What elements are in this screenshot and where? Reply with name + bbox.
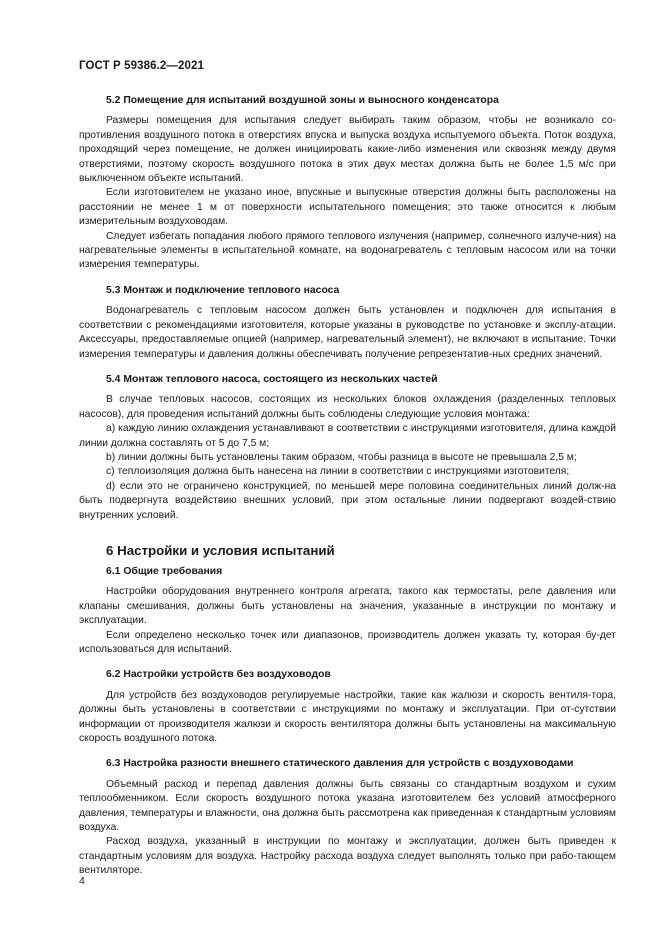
- document-header: ГОСТ Р 59386.2—2021: [79, 60, 204, 72]
- list-item-a: а) каждую линию охлаждения устанавливают в соответствии с инструкциями изготовителя, длина каждой линии должна составлять от 5 до 7,5 м;: [79, 423, 616, 449]
- section-6-title: 6 Настройки и условия испытаний: [106, 542, 335, 558]
- section-5-3-paragraph: Водонагреватель с тепловым насосом должен быть установлен и подключен для испытания в соответствии с рекомендациями изготовителя, которые указаны в руководстве по установке и эксплу-атации. Аксессуары, предоставляемые опцией (например, нагревательный элемент), не включают в испытание. Точки измерения температуры и давления должны обеспечивать получение репрезентатив-ных средних значений.: [79, 305, 616, 360]
- page-number: 4: [79, 875, 85, 887]
- list-item-b: b) линии должны быть установлены таким образом, чтобы разница в высоте не превышала 2,5 м;: [106, 451, 577, 463]
- section-6-1-paragraph: Настройки оборудования внутреннего контроля агрегата, такого как термостаты, реле давления или клапаны смешивания, должны быть установлены на значения, указанные в инструкции по монтажу и эксплуатации.: [79, 586, 616, 627]
- section-5-3-title: 5.3 Монтаж и подключение теплового насоса: [106, 284, 340, 296]
- document-body: [79, 94, 616, 879]
- section-6-3-title: 6.3 Настройка разности внешнего статического давления для устройств с воздуховодами: [106, 758, 574, 770]
- section-5-4-title: 5.4 Монтаж теплового насоса, состоящего из нескольких частей: [106, 373, 438, 385]
- section-6-1-paragraph: Если определено несколько точек или диапазонов, производитель должен указать ту, которая бу-дет использоваться для испытаний.: [79, 629, 616, 655]
- section-6-2-title: 6.2 Настройки устройств без воздуховодов: [106, 669, 331, 681]
- section-6-1-title: 6.1 Общие требования: [106, 565, 223, 577]
- section-6-2-paragraph: Для устройств без воздуховодов регулируемые настройки, такие как жалюзи и скорость вентиля-тора, должны быть установлены в соответствии с инструкциями по монтажу и эксплуатации. При от-сутствии информации от производителя жалюзи и скорость вентилятора должны быть установлены на максимальную скорость воздушного потока.: [79, 689, 616, 745]
- section-5-2-paragraph: Следует избегать попадания любого прямого теплового излучения (например, солнечного излуче-ния) на нагревательные элементы в испытательной комнате, на водонагреватель с тепловым насосом или на точки измерения температуры.: [79, 230, 616, 271]
- section-5-2-title: 5.2 Помещение для испытаний воздушной зоны и выносного конденсатора: [106, 95, 499, 106]
- section-5-4-paragraph: В случае тепловых насосов, состоящих из нескольких блоков охлаждения (разделенных тепловых насосов), для проведения испытаний должны быть соблюдены следующие условия монтажа:: [79, 394, 616, 420]
- section-5-2-paragraph: Размеры помещения для испытания следует выбирать таким образом, чтобы не возникало со-противления воздушного потока в отверстиях впуска и выпуска воздуха испытуемого объекта. Поток воздуха, проходящий через помещение, не должен инициировать какие-либо изменения или сквозняк между двумя отверстиями, поэтому скорость воздушного потока в этих двух местах должна быть не более 1,5 м/с при выключенном объекте испытаний.: [79, 115, 616, 185]
- list-item-c: c) теплоизоляция должна быть нанесена на линии в соответствии с инструкциями изготовителя;: [106, 466, 570, 478]
- section-6-3-paragraph: Расход воздуха, указанный в инструкции по монтажу и эксплуатации, должен быть приведен к стандартным условиям для воздуха. Настройку расхода воздуха следует выполнять только при рабо-тающем вентиляторе.: [79, 836, 616, 877]
- section-6-3-paragraph: Объемный расход и перепад давления должны быть связаны со стандартным воздухом и сухим теплообменником. Если скорость воздушного потока указана изготовителем без условий атмосферного давления, температуры и влажности, она должна быть рассмотрена как приведенная к стандартным условиям воздуха.: [79, 778, 616, 834]
- list-item-d: d) если это не ограничено конструкцией, по меньшей мере половина соединительных линий долж-на быть подвергнута воздействию внешних условий, при этом остальные линии подвергают воздей-ствию внутренних условий.: [79, 480, 616, 521]
- section-5-2-paragraph: Если изготовителем не указано иное, впускные и выпускные отверстия должны быть расположены на расстоянии не менее 1 м от поверхности испытательного помещения; это также относится к любым измерительным воздуховодам.: [79, 187, 616, 228]
